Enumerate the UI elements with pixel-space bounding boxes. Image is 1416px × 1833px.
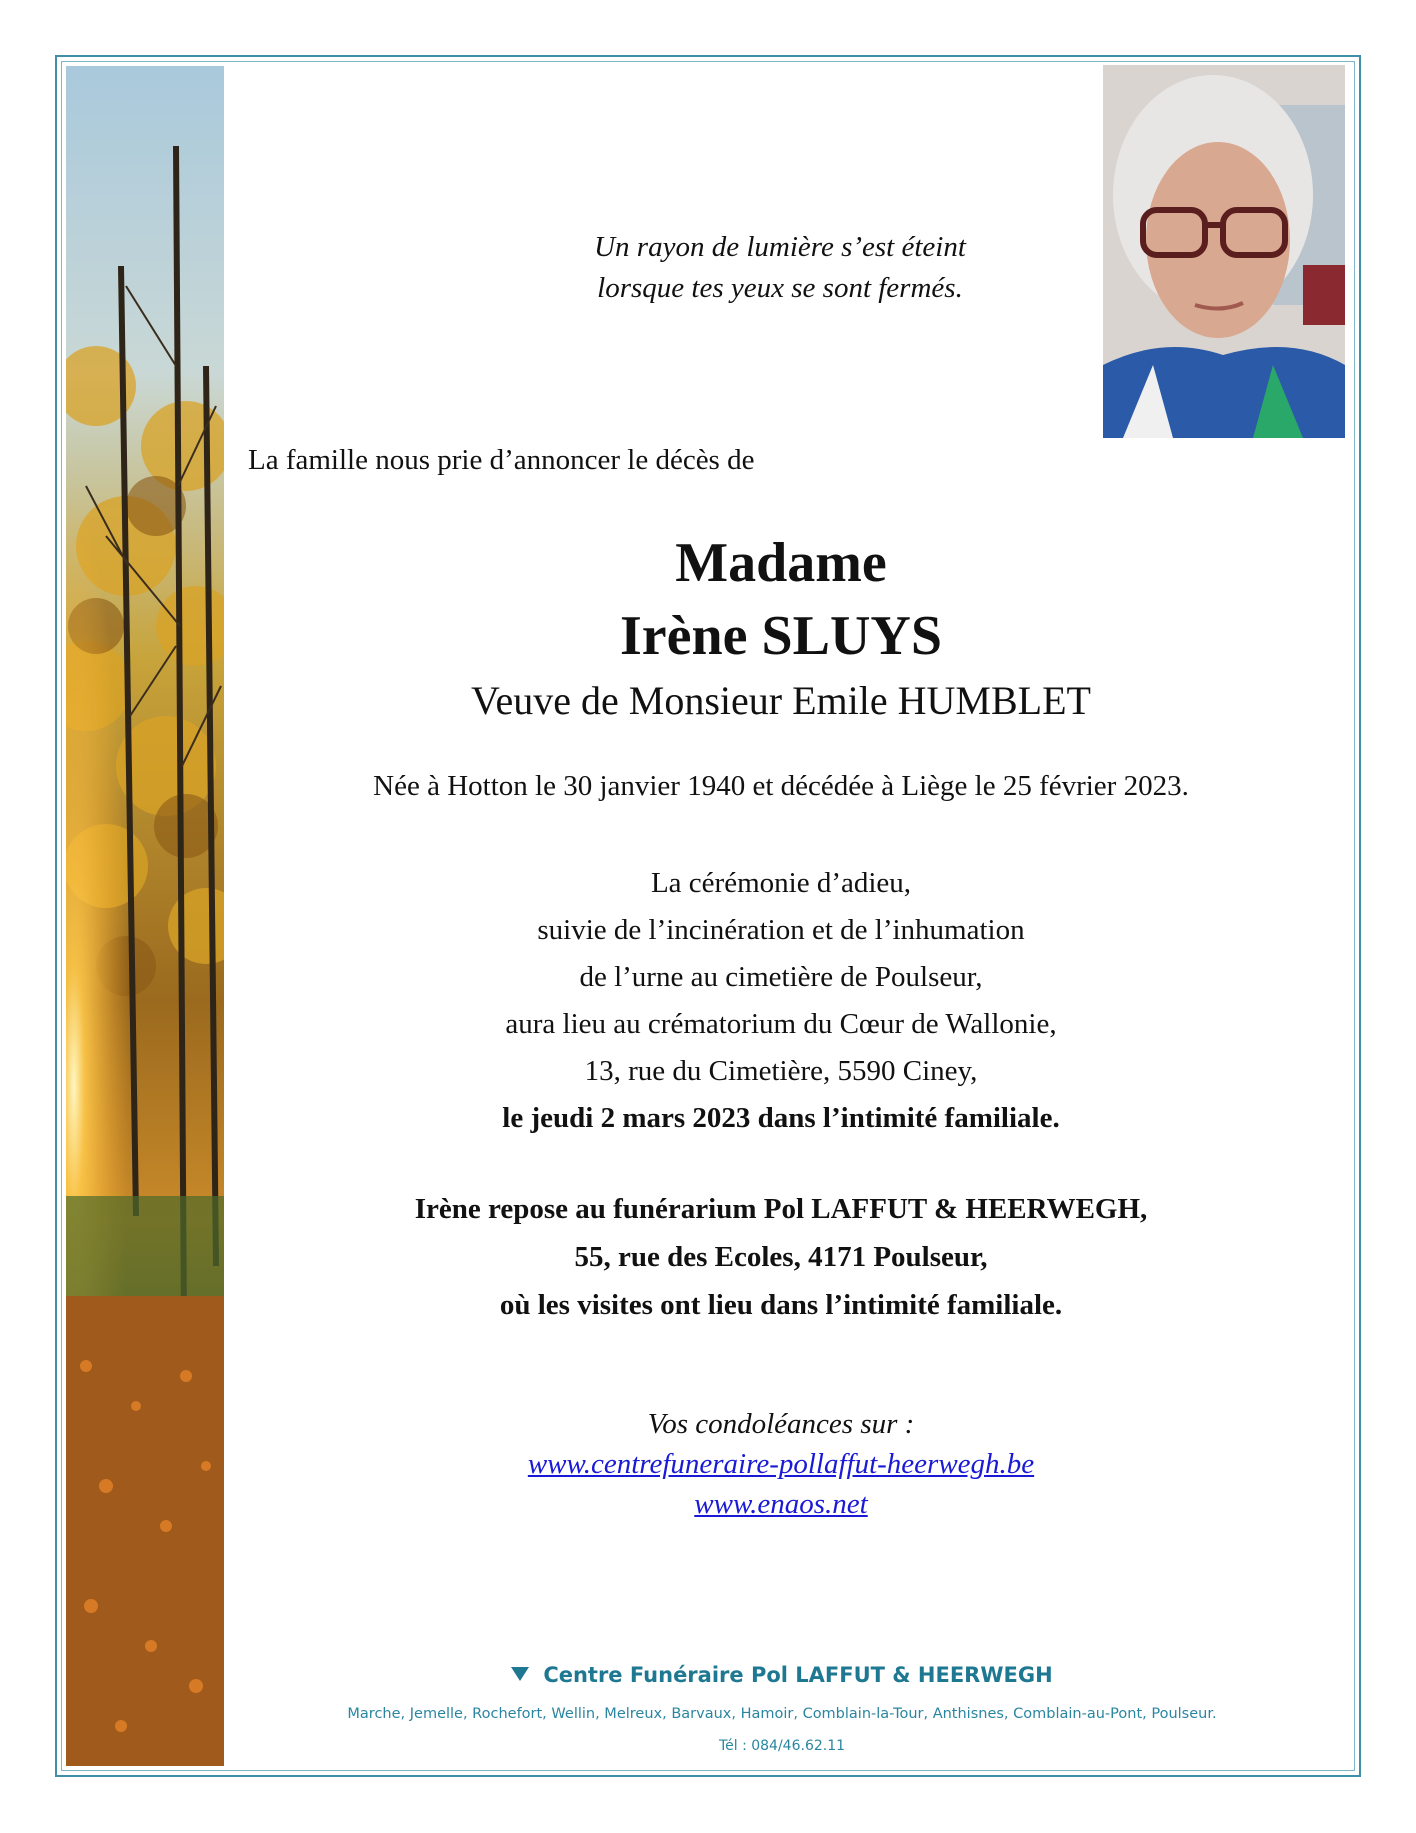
portrait-photo <box>1103 65 1345 438</box>
repose-details <box>248 1185 1314 1329</box>
ceremony-line: de l’urne au cimetière de Poulseur, <box>579 961 983 993</box>
condolences-link-enaos[interactable]: www.enaos.net <box>694 1488 868 1520</box>
deceased-title: Madame <box>675 532 887 594</box>
ceremony-line: suivie de l’incinération et de l’inhumation <box>537 914 1025 946</box>
condolences-block <box>248 1404 1314 1524</box>
autumn-forest-image <box>66 66 224 1766</box>
ceremony-details <box>248 860 1314 1142</box>
quote-line-1: Un rayon de lumière s’est éteint <box>594 231 966 263</box>
footer-towns: Marche, Jemelle, Rochefort, Wellin, Melreux, Barvaux, Hamoir, Comblain-la-Tour, Anthisnes, Comblain-au-Pont, Poulseur. <box>347 1706 1217 1722</box>
footer-phone: Tél : 084/46.62.11 <box>718 1738 846 1754</box>
deceased-relation: Veuve de Monsieur Emile HUMBLET <box>471 678 1091 723</box>
repose-line: où les visites ont lieu dans l’intimité familiale. <box>499 1289 1063 1321</box>
footer-company <box>224 1663 1340 1687</box>
ceremony-line: La cérémonie d’adieu, <box>650 867 912 899</box>
deceased-name: Irène SLUYS <box>619 605 943 667</box>
triangle-down-icon <box>511 1667 529 1681</box>
ceremony-date: le jeudi 2 mars 2023 dans l’intimité familiale. <box>502 1102 1060 1134</box>
condolences-link-funeral-center[interactable]: www.centrefuneraire-pollaffut-heerwegh.be <box>527 1448 1035 1480</box>
ceremony-line: aura lieu au crématorium du Cœur de Wallonie, <box>505 1008 1057 1040</box>
condolences-label: Vos condoléances sur : <box>647 1408 915 1440</box>
announcement-text: La famille nous prie d’annoncer le décès de <box>248 444 755 476</box>
repose-line: 55, rue des Ecoles, 4171 Poulseur, <box>574 1241 988 1273</box>
footer-company-name: Centre Funéraire Pol LAFFUT & HEERWEGH <box>543 1663 1053 1687</box>
ceremony-line: 13, rue du Cimetière, 5590 Ciney, <box>584 1055 978 1087</box>
birth-death-dates: Née à Hotton le 30 janvier 1940 et décédée à Liège le 25 février 2023. <box>373 770 1189 802</box>
quote-line-2: lorsque tes yeux se sont fermés. <box>597 272 963 304</box>
repose-line: Irène repose au funérarium Pol LAFFUT & HEERWEGH, <box>414 1193 1148 1225</box>
